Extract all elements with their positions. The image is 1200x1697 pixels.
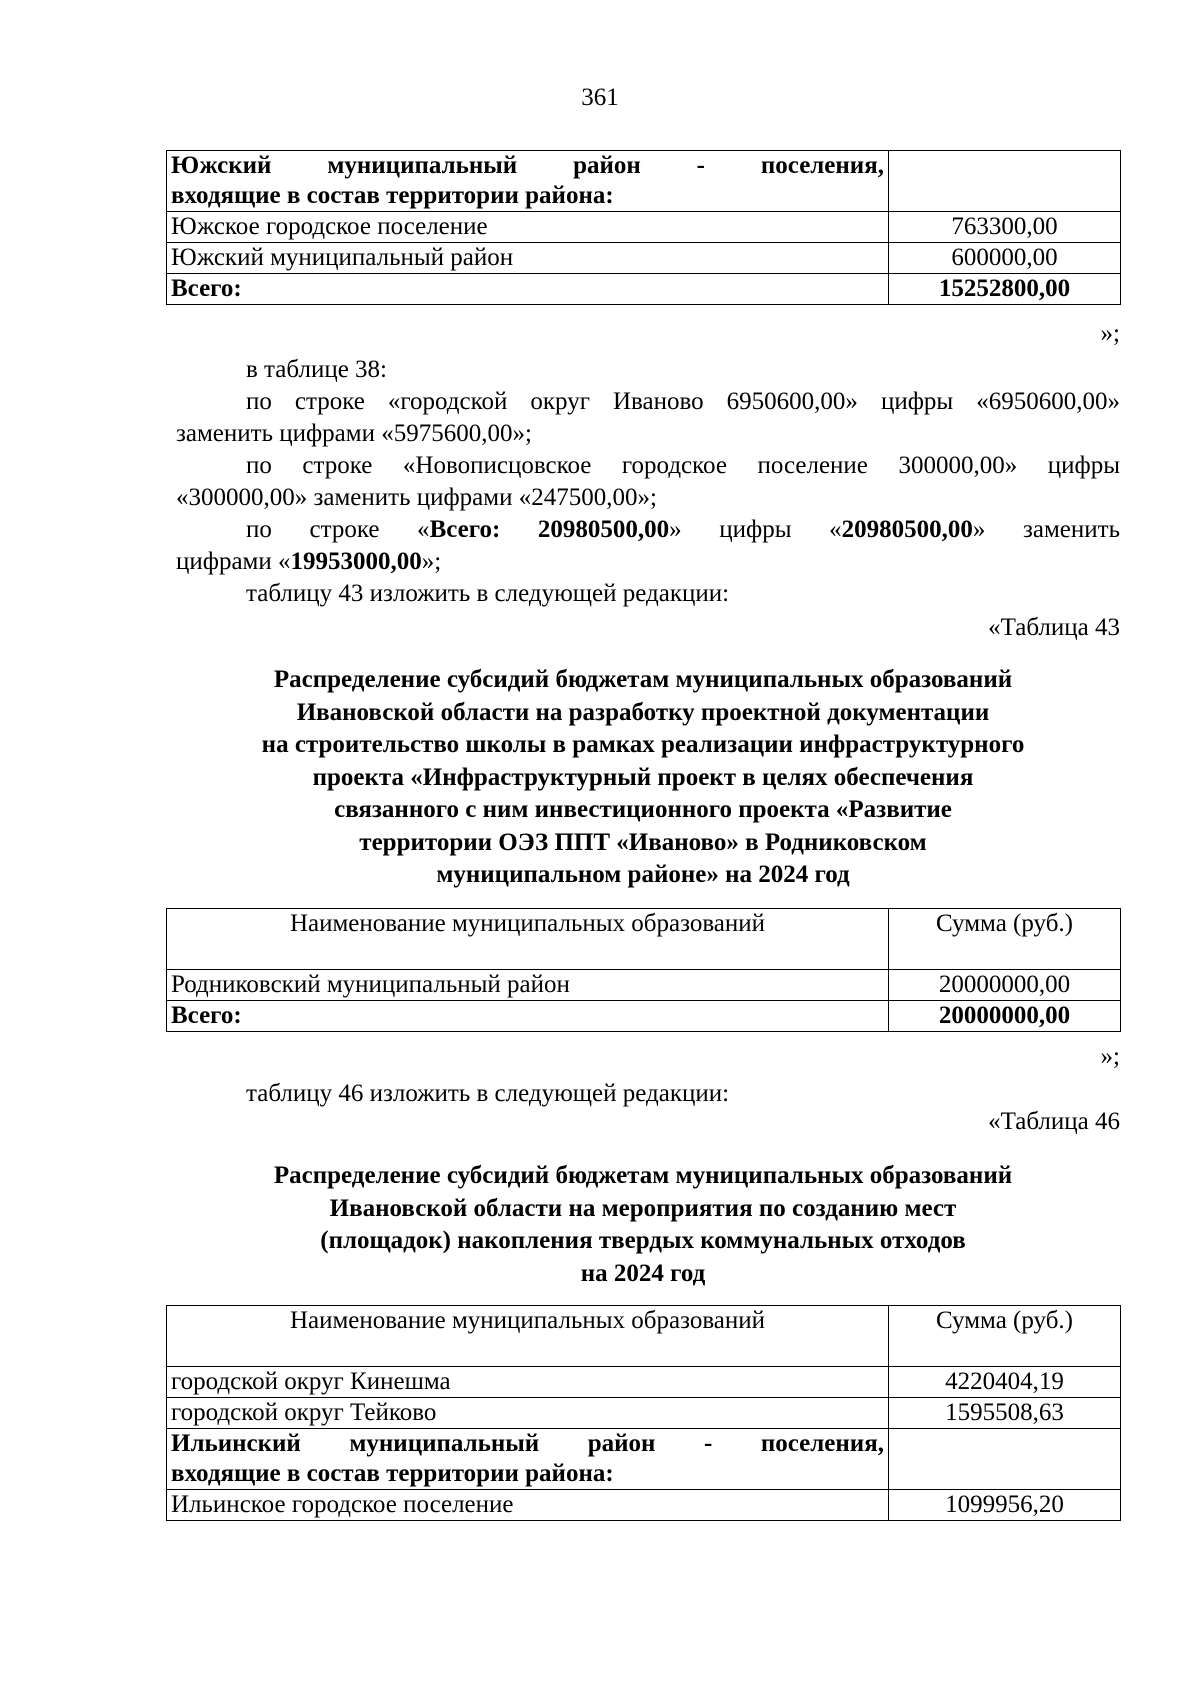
- title-line: территории ОЭЗ ППТ «Иваново» в Родниковском: [359, 828, 927, 856]
- table-row: [167, 212, 1121, 243]
- row-name: Всего:: [167, 274, 889, 305]
- table-prev: [166, 150, 1120, 305]
- header-name: Наименование муниципальных образований: [167, 909, 889, 970]
- table-caption: «Таблица 43: [988, 614, 1120, 641]
- header-name: Наименование муниципальных образований: [167, 1306, 889, 1367]
- row-name-line: Ильинский муниципальный район - поселения,: [171, 1430, 884, 1457]
- closing-quote: »;: [1100, 1043, 1120, 1070]
- table-row: [167, 151, 1121, 212]
- paragraph: [176, 514, 1120, 546]
- row-value: 763300,00: [889, 212, 1121, 243]
- row-name: [167, 151, 889, 212]
- table-row: [167, 1429, 1121, 1490]
- paragraph: по строке «городской округ Иваново 6950600,00» цифры «6950600,00»: [246, 388, 1120, 415]
- title-line: на строительство школы в рамках реализации инфраструктурного: [261, 731, 1025, 758]
- title-line: проекта «Инфраструктурный проект в целях обеспечения: [312, 763, 974, 791]
- table-title: [166, 664, 1120, 892]
- table-row-total: [167, 1001, 1121, 1032]
- row-value: 4220404,19: [889, 1367, 1121, 1398]
- row-value: 20000000,00: [889, 1001, 1121, 1032]
- text: цифрами «: [176, 548, 291, 575]
- paragraph: заменить цифрами «5975600,00»;: [176, 420, 532, 447]
- title-line: Ивановской области на мероприятия по созданию мест: [329, 1194, 957, 1222]
- title-line: муниципальном районе» на 2024 год: [436, 861, 850, 888]
- text: » заменить: [972, 516, 1120, 543]
- title-line: Распределение субсидий бюджетам муниципальных образований: [273, 1162, 1013, 1189]
- table-row: [167, 1398, 1121, 1429]
- table-row-total: [167, 274, 1121, 305]
- title-line: на 2024 год: [580, 1259, 706, 1287]
- row-name-line: входящие в состав территории района:: [171, 1460, 614, 1487]
- row-value: 1099956,20: [889, 1490, 1121, 1521]
- title-line: Распределение субсидий бюджетам муниципальных образований: [273, 666, 1013, 693]
- row-name: городской округ Кинешма: [167, 1367, 889, 1398]
- bold-text: 20980500,00: [841, 516, 973, 543]
- text: »;: [421, 548, 442, 575]
- table-row: [167, 243, 1121, 274]
- title-line: связанного с ним инвестиционного проекта «Развитие: [334, 796, 952, 823]
- row-value: 600000,00: [889, 243, 1121, 274]
- table-row: [167, 1367, 1121, 1398]
- paragraph: таблицу 43 изложить в следующей редакции:: [246, 580, 730, 607]
- row-name: [167, 1429, 889, 1490]
- row-name: Всего:: [167, 1001, 889, 1032]
- row-name: Южское городское поселение: [167, 212, 889, 243]
- table-header: [167, 909, 1121, 970]
- header-value: Сумма (руб.): [889, 1306, 1121, 1367]
- text: по строке «: [246, 516, 430, 543]
- row-name-line: входящие в состав территории района:: [171, 182, 614, 209]
- row-name: Южский муниципальный район: [167, 243, 889, 274]
- amendment-text: [176, 1078, 1120, 1110]
- paragraph: [176, 546, 1120, 578]
- closing-quote: »;: [1100, 320, 1120, 347]
- header-value: Сумма (руб.): [889, 909, 1121, 970]
- table-caption: «Таблица 46: [988, 1108, 1120, 1135]
- page-number: 361: [581, 84, 619, 111]
- title-line: Ивановской области на разработку проектной документации: [296, 698, 990, 726]
- paragraph: по строке «Новописцовское городское поселение 300000,00» цифры: [246, 452, 1120, 479]
- row-value: 20000000,00: [889, 970, 1121, 1001]
- row-value: [889, 151, 1121, 212]
- bold-text: 19953000,00: [290, 548, 422, 575]
- table-row: [167, 1490, 1121, 1521]
- row-name-line: Южский муниципальный район - поселения,: [171, 152, 884, 179]
- paragraph: «300000,00» заменить цифрами «247500,00»;: [176, 484, 657, 511]
- text: » цифры «: [669, 516, 842, 543]
- row-name: Ильинское городское поселение: [167, 1490, 889, 1521]
- table-row: [167, 970, 1121, 1001]
- row-value: 15252800,00: [889, 274, 1121, 305]
- row-name: городской округ Тейково: [167, 1398, 889, 1429]
- row-value: [889, 1429, 1121, 1490]
- bold-text: Всего: 20980500,00: [429, 516, 670, 543]
- table-43: [166, 908, 1120, 1032]
- title-line: (площадок) накопления твердых коммунальных отходов: [320, 1227, 966, 1254]
- table-title: [166, 1160, 1120, 1290]
- paragraph: в таблице 38:: [246, 356, 388, 383]
- row-value: 1595508,63: [889, 1398, 1121, 1429]
- paragraph: таблицу 46 изложить в следующей редакции:: [246, 1080, 730, 1107]
- table-46: [166, 1305, 1120, 1521]
- table-header: [167, 1306, 1121, 1367]
- row-name: Родниковский муниципальный район: [167, 970, 889, 1001]
- amendment-text: [176, 354, 1120, 610]
